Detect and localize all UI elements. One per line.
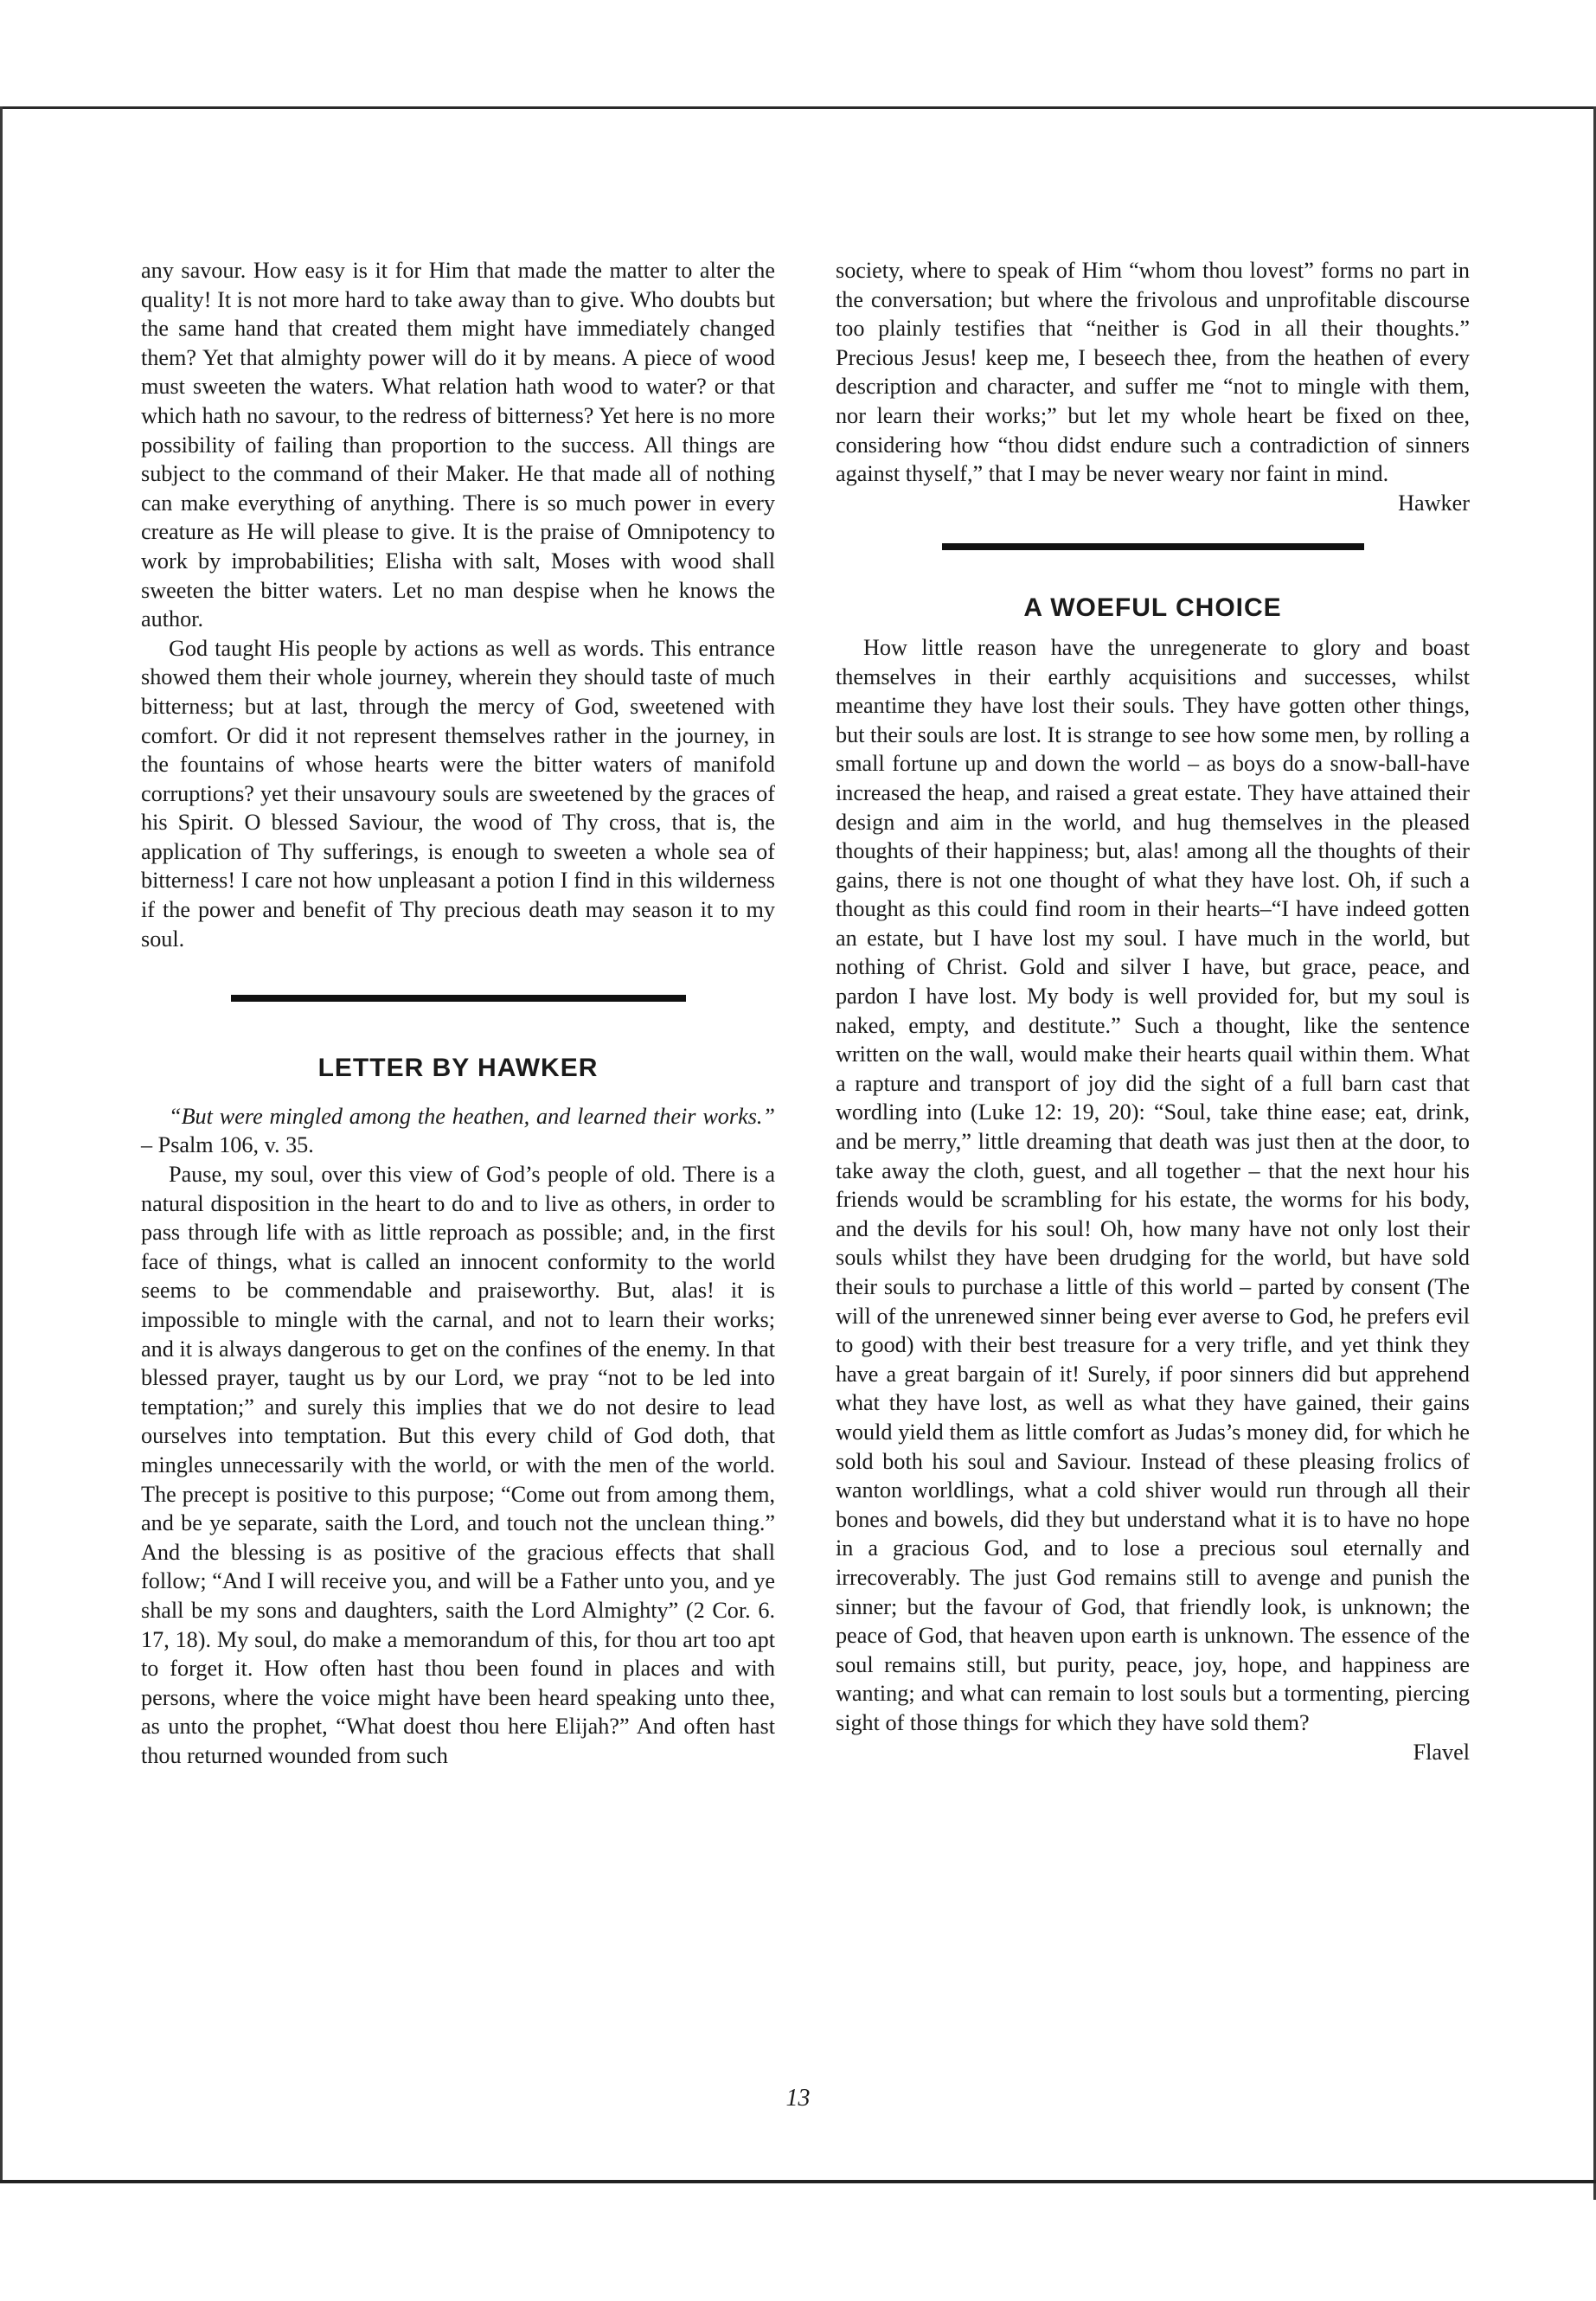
- scan-edge-left: [0, 106, 3, 2182]
- epigraph-quote: “But were mingled among the heathen, and learned their works.”: [169, 1103, 775, 1129]
- continuation-paragraph-1: any savour. How easy is it for Him that made the matter to alter the quality! It is not more hard to take away than to give. Who doubts but the same hand that created them might have immediately changed them? Yet that almighty power will do it by means. A piece of wood must sweeten the waters. What relation hath wood to water? or that which hath no savour, to the redress of bitterness? Yet here is no more possibility of failing than proportion to the success. All things are subject to the command of their Maker. He that made all of nothing can make everything of anything. There is so much power in every creature as He will please to give. It is the praise of Omnipotency to work by improbabilities; Elisha with salt, Moses with wood shall sweeten the bitter waters. Let no man despise when he knows the author.: [141, 258, 775, 632]
- letter-signature: Hawker: [1398, 490, 1470, 516]
- scan-edge-bottom: [0, 2180, 1596, 2183]
- section-divider: [942, 543, 1364, 550]
- right-column: [836, 256, 1470, 1766]
- left-column: [141, 256, 775, 1771]
- page-number: 13: [785, 2085, 811, 2112]
- letter-title: LETTER BY HAWKER: [317, 1054, 599, 1083]
- letter-continuation: society, where to speak of Him “whom thou lovest” forms no part in the conversation; but where the frivolous and unprofitable discourse too plainly testifies that “neither is God in all their thoughts.” Precious Jesus! keep me, I beseech thee, from the heathen of every description and character, and suffer me “not to mingle with them, nor learn their works;” but let my whole heart be fixed on thee, considering how “thou didst endure such a contradiction of sinners against thyself,” that I may be never weary nor faint in mind.: [836, 258, 1470, 487]
- choice-title: A WOEFUL CHOICE: [1023, 593, 1282, 623]
- choice-paragraph: How little reason have the unregenerate to glory and boast themselves in their earthly acquisitions and successes, whilst meantime they have lost their souls. They have gotten other things, but their souls are lost. It is strange to see how some men, by rolling a small fortune up and down the world – as boys do a snow-ball-have increased the heap, and raised a great estate. They have attained their design and aim in the world, and hug themselves in the pleased thoughts of their happiness; but, alas! among all the thoughts of their gains, there is not one thought of what they have lost. Oh, if such a thought as this could find room in their hearts–“I have indeed gotten an estate, but I have lost my soul. I have much in the world, but nothing of Christ. Gold and silver I have, but grace, peace, and pardon I have lost. My body is well provided for, but my soul is naked, empty, and destitute.” Such a thought, like the sentence written on the wall, would make their hearts quail within them. What a rapture and transport of joy did the sight of a full barn cast that wordling into (Luke 12: 19, 20): “Soul, take thine ease; eat, drink, and be merry,” little dreaming that death was just then at the door, to take away the cloth, guest, and all together – that the next hour his friends would be scrambling for his estate, the worms for his body, and the devils for his soul! Oh, how many have not only lost their souls whilst they have been drudging for the world, but have sold their souls to purchase a little of this world – parted by consent (The will of the unrenewed sinner being ever averse to God, he prefers evil to good) with their best treasure for a very trifle, and yet think they have a great bargain of it! Surely, if poor sinners did but apprehend what they have lost, as well as what they have gained, their gains would yield them as little comfort as Judas’s money did, for which he sold both his soul and Saviour. Instead of these pleasing frolics of wanton worldlings, what a cold shiver would run through all their bones and bowels, did they but understand what it is to have no hope in a gracious God, and to lose a precious soul eternally and irrecoverably. The just God remains still to avenge and punish the sinner; but the favour of God, that friendly look, is unknown; the peace of God, that heaven upon earth is unknown. The essence of the soul remains still, but purity, peace, joy, hope, and happiness are wanting; and what can remain to lost souls but a tormenting, piercing sight of those things for which they have sold them?: [836, 634, 1470, 1735]
- section-divider: [231, 995, 686, 1002]
- choice-signature: Flavel: [1413, 1739, 1470, 1765]
- letter-paragraph: Pause, my soul, over this view of God’s people of old. There is a natural disposition in the heart to do and to live as others, in order to pass through life with as little reproach as possible; and, in the first face of things, what is called an innocent conformity to the world seems to be commendable and praiseworthy. But, alas! it is impossible to mingle with the carnal, and not to learn their works; and it is always dangerous to get on the confines of the enemy. In that blessed prayer, taught us by our Lord, we pray “not to be led into temptation;” and surely this implies that we do not desire to lead ourselves into temptation. But this every child of God doth, that mingles unnecessarily with the world, or with the men of the world. The precept is positive to this purpose; “Come out from among them, and be ye separate, saith the Lord, and touch not the unclean thing.” And the blessing is as positive of the gracious effects that shall follow; “And I will receive you, and will be a Father unto you, and ye shall be my sons and daughters, saith the Lord Almighty” (2 Cor. 6. 17, 18). My soul, do make a memorandum of this, for thou art too apt to forget it. How often hast thou been found in places and with persons, where the voice might have been heard speaking unto thee, as unto the prophet, “What doest thou here Elijah?” And often hast thou returned wounded from such: [141, 1162, 775, 1768]
- continuation-paragraph-2: God taught His people by actions as well as words. This entrance showed them their whole journey, wherein they should taste of much bitterness; but at last, through the mercy of God, sweetened with comfort. Or did it not represent themselves rather in the journey, in the fountains of whose hearts were the bitter waters of manifold corruptions? yet their unsavoury souls are sweetened by the graces of his Spirit. O blessed Saviour, the wood of Thy cross, that is, the application of Thy sufferings, is enough to sweeten a whole sea of bitterness! I care not how unpleasant a potion I find in this wilderness if the power and benefit of Thy precious death may season it to my soul.: [141, 635, 775, 952]
- epigraph-reference: – Psalm 106, v. 35.: [141, 1132, 314, 1158]
- scan-top-margin: [0, 0, 1596, 108]
- scan-edge-top: [0, 106, 1596, 109]
- epigraph: [141, 1102, 775, 1160]
